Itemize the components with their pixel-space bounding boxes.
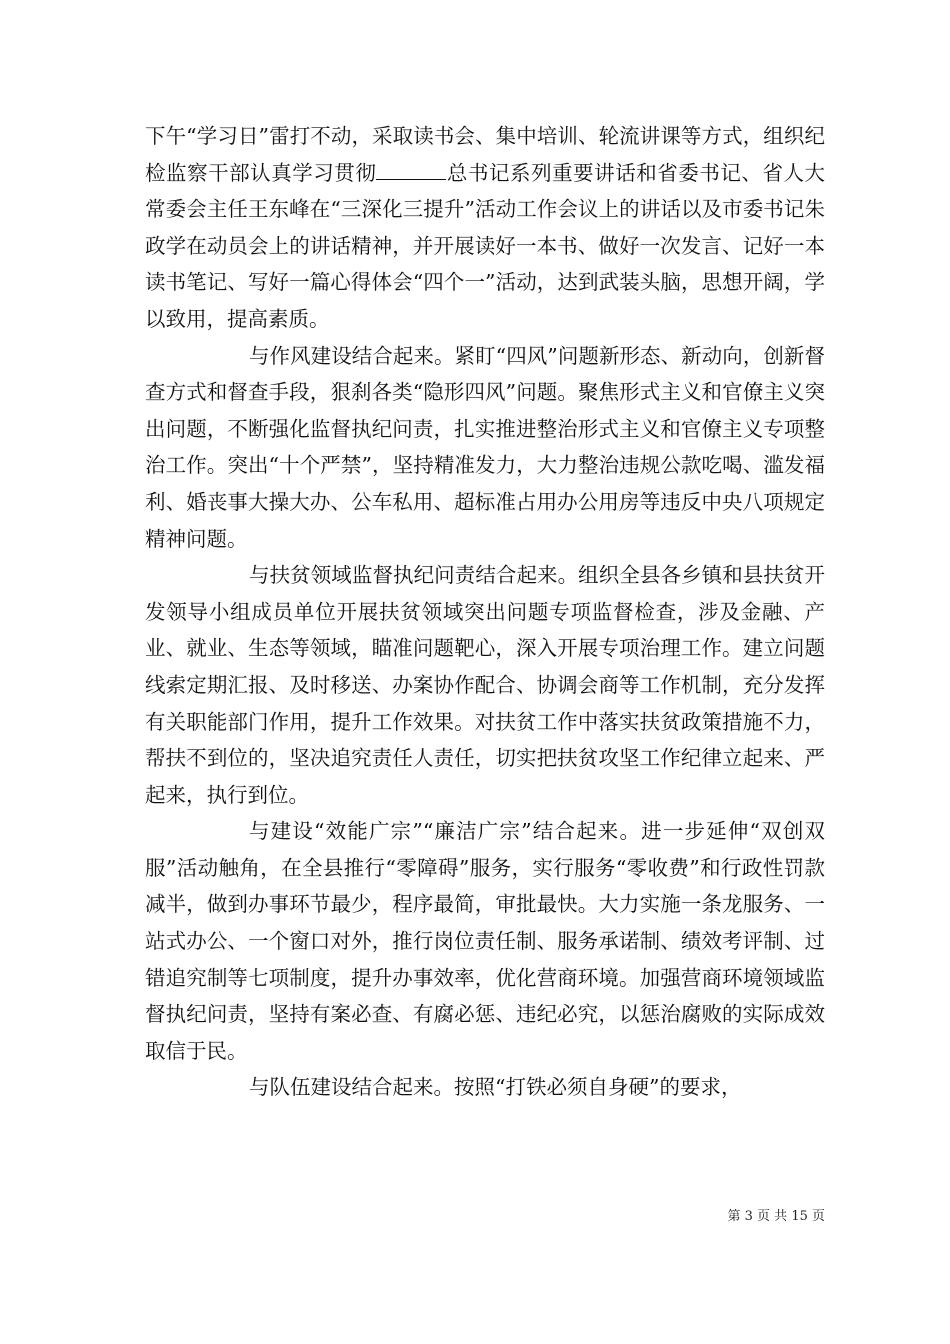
- page-number-footer: 第 3 页 共 15 页: [727, 1209, 825, 1224]
- document-body: [145, 118, 825, 1106]
- paragraph-study-day: [145, 118, 825, 338]
- paragraph-team-building: 与队伍建设结合起来。按照“打铁必须自身硬”的要求，: [249, 1075, 742, 1100]
- fill-in-blank: [376, 161, 446, 180]
- paragraph-text-after-blank: 总书记系列重要讲话和省委书记、省人大常委会主任王东峰在“三深化三提升”活动工作会议上的讲话以及市委书记朱政学在动员会上的讲话精神，并开展读好一本书、做好一次发言、记好一本读书笔记、写好一篇心得体会“四个一”活动，达到武装头脑，思想开阔，学以致用，提高素质。: [145, 160, 826, 331]
- paragraph-work-style: 与作风建设结合起来。紧盯“四风”问题新形态、新动向，创新督查方式和督查手段，狠刹各类“隐形四风”问题。聚焦形式主义和官僚主义突出问题，不断强化监督执纪问责，扎实推进整治形式主义和官僚主义专项整治工作。突出“十个严禁”，坚持精准发力，大力整治违规公款吃喝、滥发福利、婚丧事大操大办、公车私用、超标准占用办公用房等违反中央八项规定精神问题。: [145, 343, 825, 551]
- paragraph-efficiency-integrity: 与建设“效能广宗”“廉洁广宗”结合起来。进一步延伸“双创双服”活动触角，在全县推行“零障碍”服务，实行服务“零收费”和行政性罚款减半，做到办事环节最少，程序最简，审批最快。大力实施一条龙服务、一站式办公、一个窗口对外，推行岗位责任制、服务承诺制、绩效考评制、过错追究制等七项制度，提升办事效率，优化营商环境。加强营商环境领域监督执纪问责，坚持有案必查、有腐必惩、违纪必究，以惩治腐败的实际成效取信于民。: [145, 819, 825, 1063]
- paragraph-text-before-blank: 下午“学习日”雷打不动，采取读书会、集中培训、轮流讲课等方式，组织纪检监察干部认真学习贯彻: [145, 124, 825, 185]
- paragraph-poverty-alleviation: 与扶贫领域监督执纪问责结合起来。组织全县各乡镇和县扶贫开发领导小组成员单位开展扶贫领域突出问题专项监督检查，涉及金融、产业、就业、生态等领域，瞄准问题靶心，深入开展专项治理工作。建立问题线索定期汇报、及时移送、办案协作配合、协调会商等工作机制，充分发挥有关职能部门作用，提升工作效果。对扶贫工作中落实扶贫政策措施不力，帮扶不到位的，坚决追究责任人责任，切实把扶贫攻坚工作纪律立起来、严起来，执行到位。: [145, 563, 825, 807]
